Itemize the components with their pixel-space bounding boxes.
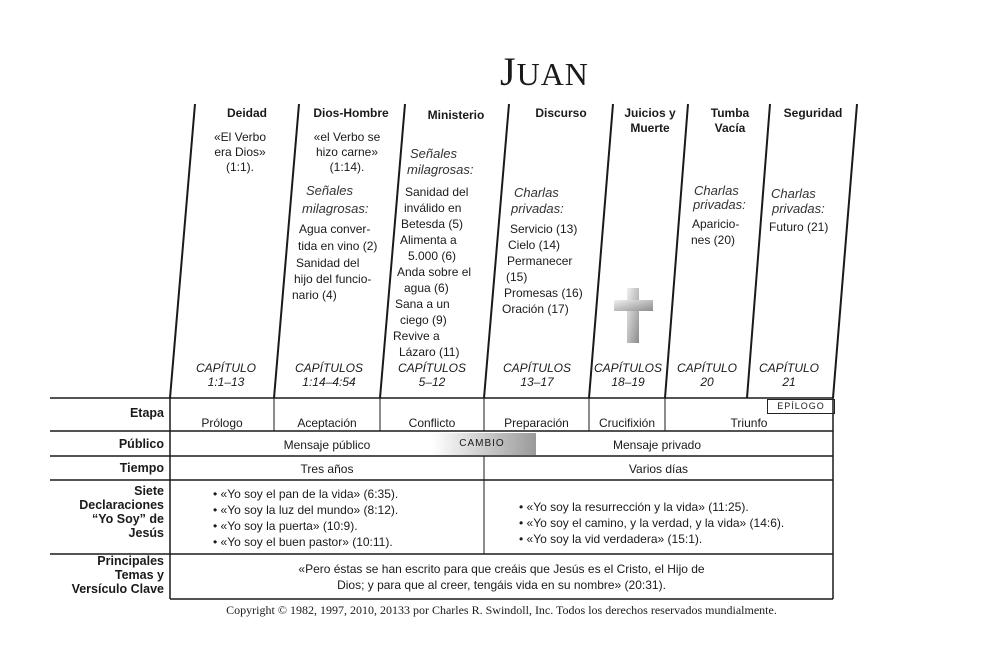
publico-left: Mensaje público [283, 438, 371, 452]
yo-soy-list-right: • «Yo soy la resurrección y la vida» (11:25). • «Yo soy el camino, y la verdad, y la vida» (14:6). • «Yo soy la vid verdadera» (15:1). [519, 500, 785, 546]
etapa-conflicto: Conflicto [408, 416, 456, 430]
column-heading-ministerio: Ministerio [427, 108, 485, 122]
seguridad-item: Futuro (21) [769, 220, 829, 234]
chapter-label: CAPÍTULO 20 [676, 361, 737, 389]
etapa-crucifixion: Crucifixión [598, 416, 655, 430]
tumba-item: nes (20) [691, 233, 736, 247]
ministerio-item: Sanidad del [405, 185, 469, 199]
discurso-item: Permanecer [507, 254, 573, 268]
chapter-label: CAPÍTULOS 1:14–4:54 [294, 361, 363, 389]
dios-hombre-item: Agua conver- [299, 222, 371, 236]
row-label-siete: Siete Declaraciones “Yo Soy” de Jesús [79, 484, 164, 540]
dios-hombre-item: Sanidad del [296, 256, 360, 270]
chapter-label: CAPÍTULOS 13–17 [502, 361, 571, 389]
key-verse: «Pero éstas se han escrito para que creáis que Jesús es el Cristo, el Hijo de Dios; y para que al creer, tengáis vida en su nombre» (20:31). [298, 562, 705, 592]
dios-hombre-item: nario (4) [292, 288, 337, 302]
column-heading-seguridad: Seguridad [783, 106, 843, 120]
etapa-triunfo: Triunfo [730, 416, 768, 430]
row-label-etapa: Etapa [129, 406, 164, 420]
chapter-label: CAPÍTULO 1:1–13 [195, 361, 256, 389]
dios-hombre-item: hijo del funcio- [294, 272, 372, 286]
column-heading-dios-hombre: Dios-Hombre [313, 106, 389, 120]
discurso-item: Servicio (13) [510, 222, 578, 236]
discurso-item: (15) [506, 270, 528, 284]
ministerio-item: ciego (9) [400, 313, 447, 327]
column-heading-juicios: Juicios y Muerte [624, 106, 676, 135]
page-title: JUAN [500, 49, 589, 94]
ministerio-item: Alimenta a [400, 233, 457, 247]
ministerio-item: Betesda (5) [401, 217, 464, 231]
cross-icon [612, 288, 656, 344]
chapter-label: CAPÍTULOS 18–19 [593, 361, 662, 389]
column-heading-deidad: Deidad [226, 106, 267, 120]
row-label-tiempo: Tiempo [119, 461, 164, 475]
ministerio-item: Lázaro (11) [399, 345, 460, 359]
discurso-item: Promesas (16) [504, 286, 583, 300]
ministerio-subtitle: Señales [410, 146, 457, 161]
seguridad-subtitle-2: privadas: [772, 201, 825, 216]
row-label-temas: Principales Temas y Versículo Clave [71, 554, 164, 596]
chapter-label: CAPÍTULOS 5–12 [397, 361, 466, 389]
dios-hombre-item: tida en vino (2) [298, 239, 378, 253]
tumba-subtitle-2: privadas: [693, 197, 746, 212]
ministerio-item: Sana a un [395, 297, 450, 311]
publico-right: Mensaje privado [612, 438, 702, 452]
tiempo-right: Varios días [628, 462, 689, 476]
etapa-prologo: Prólogo [201, 416, 243, 430]
dios-hombre-subtitle-2: milagrosas: [302, 201, 369, 216]
ministerio-item: 5.000 (6) [408, 249, 457, 263]
ministerio-item: inválido en [404, 201, 462, 215]
dios-hombre-subtitle: Señales [306, 183, 353, 198]
column-heading-tumba: Tumba Vacía [710, 106, 750, 135]
column-heading-discurso: Discurso [535, 106, 587, 120]
copyright: Copyright © 1982, 1997, 2010, 20133 por Charles R. Swindoll, Inc. Todos los derechos reservados mundialmente. [226, 603, 777, 617]
discurso-item: Cielo (14) [508, 238, 561, 252]
deidad-quote: «El Verbo era Dios» (1:1). [213, 130, 267, 174]
yo-soy-list-left: • «Yo soy el pan de la vida» (6:35). • «Yo soy la luz del mundo» (8:12). • «Yo soy la puerta» (10:9). • «Yo soy el buen pastor» (10:11). [213, 487, 399, 549]
row-label-publico: Público [118, 437, 164, 451]
ministerio-item: Revive a [393, 329, 440, 343]
seguridad-subtitle: Charlas [771, 186, 816, 201]
dios-hombre-quote: «el Verbo se hizo carne» (1:14). [313, 130, 381, 174]
tiempo-left: Tres años [300, 462, 354, 476]
ministerio-subtitle-2: milagrosas: [407, 162, 474, 177]
discurso-item: Oración (17) [502, 302, 569, 316]
etapa-preparacion: Preparación [504, 416, 569, 430]
etapa-aceptacion: Aceptación [297, 416, 357, 430]
cambio-gradient: CAMBIO [432, 433, 536, 455]
discurso-subtitle: Charlas [514, 185, 559, 200]
chapter-label: CAPÍTULO 21 [758, 361, 819, 389]
tumba-item: Aparicio- [692, 217, 740, 231]
epilogo-badge: EPÍLOGO [767, 399, 835, 414]
tumba-subtitle: Charlas [694, 183, 739, 198]
ministerio-item: Anda sobre el [397, 265, 472, 279]
discurso-subtitle-2: privadas: [511, 201, 564, 216]
ministerio-item: agua (6) [404, 281, 449, 295]
